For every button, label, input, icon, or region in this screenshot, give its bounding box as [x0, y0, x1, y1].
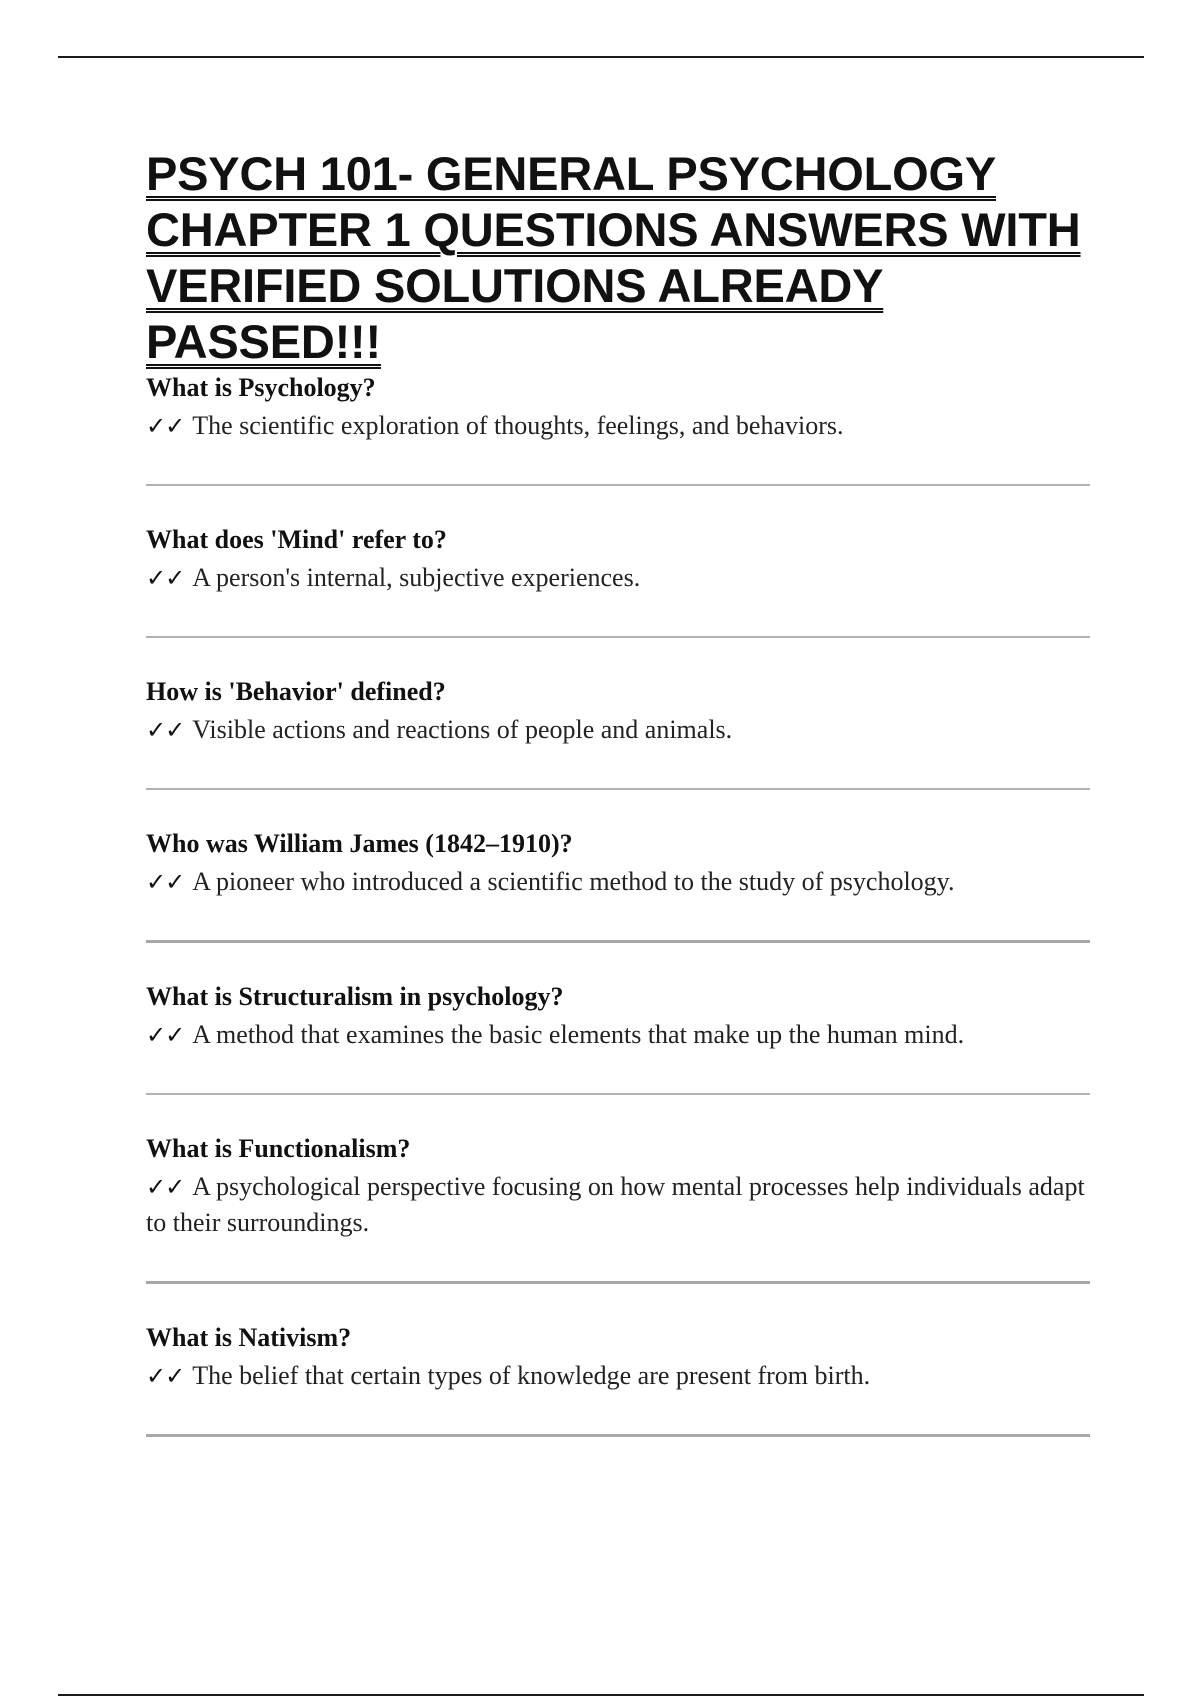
- qa-item: [146, 1131, 1090, 1284]
- answer-body: A method that examines the basic elements that make up the human mind.: [192, 1020, 965, 1049]
- answer-body: Visible actions and reactions of people and animals.: [192, 715, 733, 744]
- divider: [146, 940, 1090, 943]
- answer-body: The belief that certain types of knowledge are present from birth.: [192, 1361, 871, 1390]
- divider: [146, 1434, 1090, 1437]
- answer-text: [146, 864, 1090, 900]
- qa-item: [146, 522, 1090, 638]
- answer-text: [146, 1169, 1090, 1241]
- question-text: What does 'Mind' refer to?: [146, 525, 447, 554]
- page-top-rule: [58, 56, 1144, 58]
- answer-body: A person's internal, subjective experiences.: [192, 563, 641, 592]
- answer-text: [146, 560, 1090, 596]
- question-text: What is Functionalism?: [146, 1134, 411, 1163]
- answer-text: [146, 1017, 1090, 1053]
- qa-item: [146, 979, 1090, 1095]
- qa-item: [146, 370, 1090, 486]
- question-text: What is Psychology?: [146, 373, 376, 402]
- divider: [146, 1093, 1090, 1095]
- divider: [146, 788, 1090, 790]
- qa-item: [146, 674, 1090, 790]
- double-check-icon: ✓✓: [146, 716, 185, 744]
- answer-body: A psychological perspective focusing on how mental processes help individuals adapt to their surroundings.: [146, 1172, 1085, 1237]
- divider: [146, 1281, 1090, 1284]
- answer-body: The scientific exploration of thoughts, feelings, and behaviors.: [192, 411, 844, 440]
- answer-text: [146, 1358, 1090, 1394]
- page-bottom-rule: [58, 1694, 1144, 1696]
- double-check-icon: ✓✓: [146, 868, 185, 896]
- answer-text: [146, 408, 1090, 444]
- double-check-icon: ✓✓: [146, 1021, 185, 1049]
- question-text: What is Structuralism in psychology?: [146, 982, 564, 1011]
- question-text: How is 'Behavior' defined?: [146, 677, 446, 706]
- qa-item: [146, 826, 1090, 943]
- double-check-icon: ✓✓: [146, 412, 185, 440]
- divider: [146, 484, 1090, 486]
- double-check-icon: ✓✓: [146, 1173, 185, 1201]
- question-text: Who was William James (1842–1910)?: [146, 829, 573, 858]
- divider: [146, 636, 1090, 638]
- question-text: What is Nativism?: [146, 1323, 352, 1352]
- double-check-icon: ✓✓: [146, 1362, 185, 1390]
- document-body: [146, 146, 1090, 1473]
- double-check-icon: ✓✓: [146, 564, 185, 592]
- document-title: PSYCH 101- GENERAL PSYCHOLOGY CHAPTER 1 QUESTIONS ANSWERS WITH VERIFIED SOLUTIONS ALREADY PASSED!!!: [146, 147, 1081, 368]
- qa-item: [146, 1320, 1090, 1437]
- answer-body: A pioneer who introduced a scientific method to the study of psychology.: [192, 867, 955, 896]
- answer-text: [146, 712, 1090, 748]
